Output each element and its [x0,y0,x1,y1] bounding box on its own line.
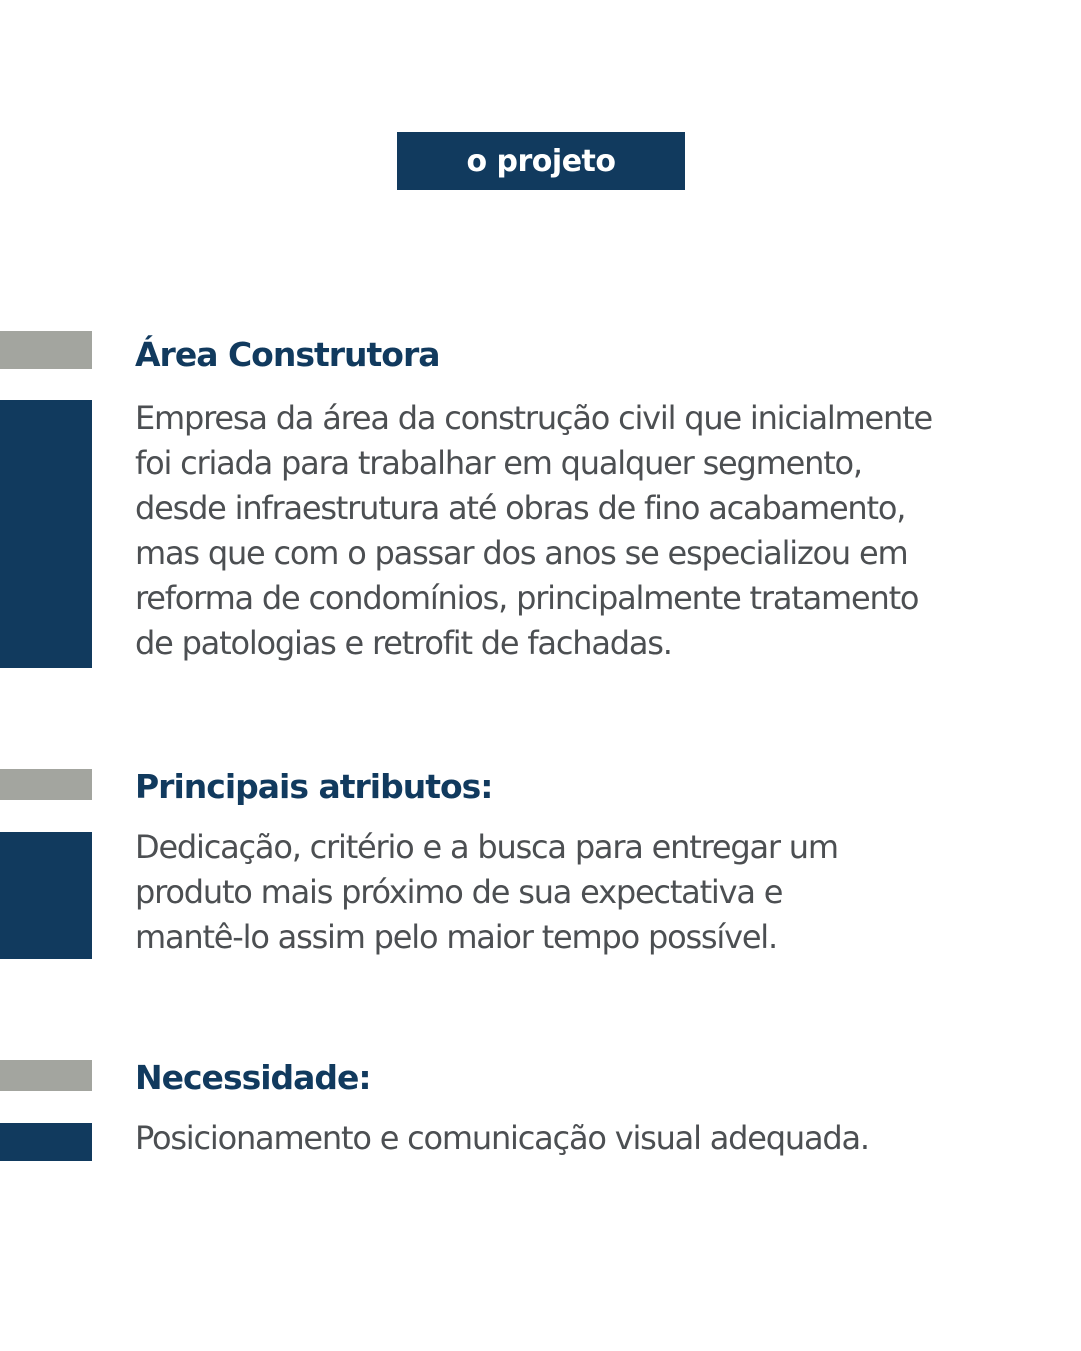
section-marker-gray [0,1060,92,1091]
section-marker-navy [0,1123,92,1161]
section-body-necessidade [135,1116,1035,1161]
body-line: Dedicação, critério e a busca para entregar um [135,828,838,866]
body-line: produto mais próximo de sua expectativa e [135,873,783,911]
body-line: mantê-lo assim pelo maior tempo possível. [135,918,777,956]
section-marker-gray [0,769,92,800]
section-title-area-construtora: Área Construtora [135,335,440,374]
body-line: foi criada para trabalhar em qualquer segmento, [135,444,862,482]
section-marker-navy [0,832,92,959]
body-line: Posicionamento e comunicação visual adequada. [135,1119,869,1157]
body-line: Empresa da área da construção civil que inicialmente [135,399,932,437]
section-title-principais-atributos: Principais atributos: [135,767,493,806]
section-body-area-construtora [135,396,1035,666]
body-line: desde infraestrutura até obras de fino acabamento, [135,489,906,527]
section-marker-navy [0,400,92,668]
section-badge [397,132,685,190]
body-line: reforma de condomínios, principalmente tratamento [135,579,919,617]
body-line: de patologias e retrofit de fachadas. [135,624,672,662]
section-marker-gray [0,331,92,369]
section-title-necessidade: Necessidade: [135,1058,371,1097]
section-body-principais-atributos [135,825,1035,960]
body-line: mas que com o passar dos anos se especializou em [135,534,908,572]
badge-label: o projeto [466,143,616,179]
